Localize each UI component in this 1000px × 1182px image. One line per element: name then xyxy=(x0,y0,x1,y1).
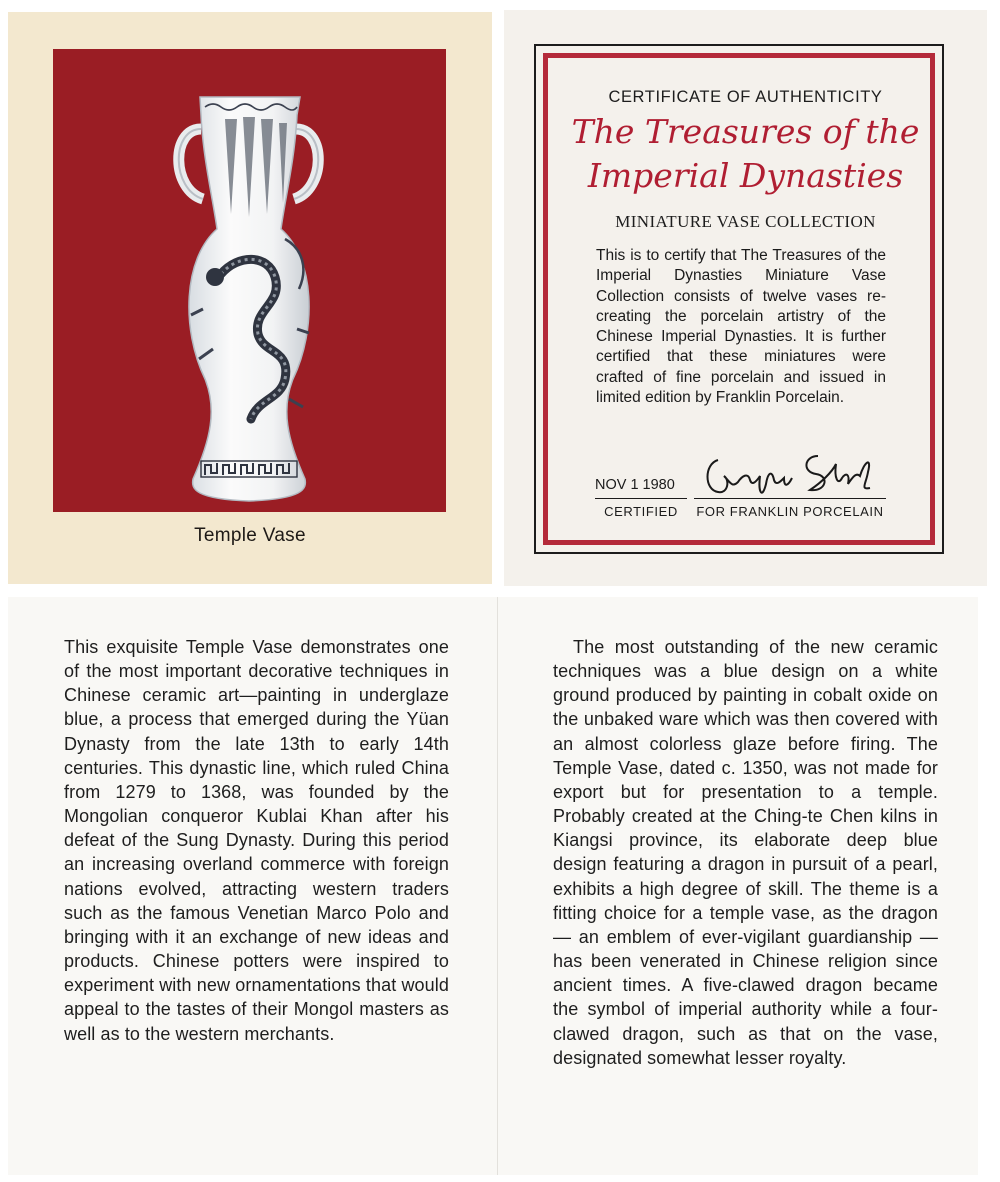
vase-caption: Temple Vase xyxy=(194,525,306,546)
certificate-body: This is to certify that The Treasures of the Imperial Dynasties Miniature Vase Collection consists of twelve vases re-creating the porcelain artistry of the Chinese Imperial Dynasties. It is further certified that these miniatures were crafted of fine porcelain and issued in limited edition by Franklin Porcelain. xyxy=(596,247,886,407)
for-franklin-label: FOR FRANKLIN PORCELAIN xyxy=(696,504,884,519)
certificate-heading: CERTIFICATE OF AUTHENTICITY xyxy=(608,88,883,106)
vase-card xyxy=(8,12,492,584)
vase-photo xyxy=(53,49,446,512)
certificate-card xyxy=(504,10,987,586)
certificate-title-line2: Imperial Dynasties xyxy=(587,156,904,195)
date-signature-line xyxy=(595,498,687,499)
certificate-title-line1: The Treasures of the xyxy=(571,112,920,151)
fold-line xyxy=(497,597,498,1175)
certificate-title xyxy=(504,110,987,198)
temple-vase-illustration xyxy=(53,49,446,512)
certified-label: CERTIFIED xyxy=(604,504,678,519)
handwritten-signature xyxy=(700,442,880,504)
description-left-column: This exquisite Temple Vase demonstrates one of the most important decorative techniques in Chinese ceramic art—painting in underglaze blue, a process that emerged during the Yüan Dynasty from the late 13th to early 14th centuries. This dynastic line, which ruled China from 1279 to 1368, was founded by the Mongolian conqueror Kublai Khan after his defeat of the Sung Dynasty. During this period an increasing overland commerce with foreign nations evolved, attracting western traders such as the famous Venetian Marco Polo and bringing with it an exchange of new ideas and products. Chinese potters were inspired to experiment with new ornamentations that would appeal to the tastes of their Mongol masters as well as to the western merchants. xyxy=(64,637,449,1044)
certificate-subtitle: MINIATURE VASE COLLECTION xyxy=(615,212,876,231)
franklin-signature-line xyxy=(694,498,886,499)
certificate-date: NOV 1 1980 xyxy=(595,477,675,493)
description-right-column: The most outstanding of the new ceramic techniques was a blue design on a white ground produced by painting in cobalt oxide on the unbaked ware which was then covered with an almost colorless glaze before firing. The Temple Vase, dated c. 1350, was not made for export but for presentation to a temple. Probably created at the Ching-te Chen kilns in Kiangsi province, its elaborate deep blue design featuring a dragon in pursuit of a pearl, exhibits a high degree of skill. The theme is a fitting choice for a temple vase, as the dragon — an emblem of ever-vigilant guardianship — has been venerated in Chinese religion since ancient times. A five-clawed dragon became the symbol of imperial authority while a four-clawed dragon, such as that on the vase, designated somewhat lesser royalty. xyxy=(553,637,938,1068)
description-card xyxy=(8,597,978,1175)
